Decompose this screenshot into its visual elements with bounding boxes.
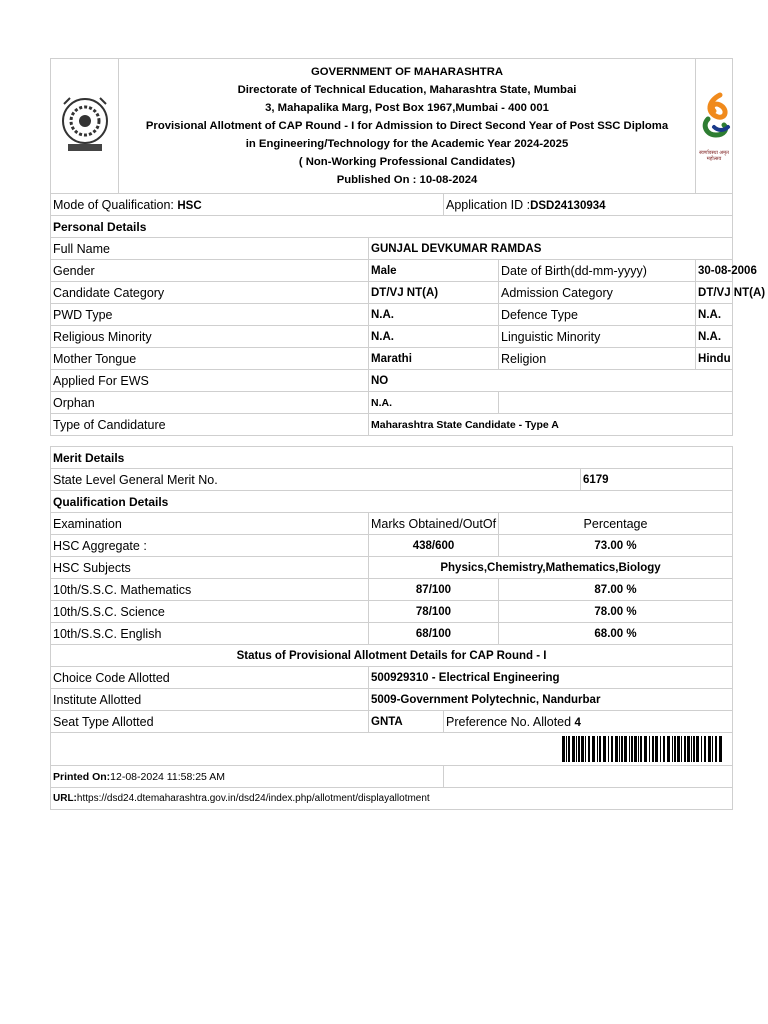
barcode [51,734,732,764]
govt-title: GOVERNMENT OF MAHARASHTRA [310,66,504,78]
minority-row [51,326,733,348]
hsc-subjects-value: Physics,Chemistry,Mathematics,Biology [369,557,733,579]
directorate-address: 3, Mahapalika Marg, Post Box 1967,Mumbai - 400 001 [265,102,549,114]
seat-type-row [51,711,733,733]
religion-label: Religion [499,348,696,370]
dte-emblem-icon [56,94,114,156]
candidate-type: ( Non-Working Professional Candidates) [298,156,516,168]
table-row [51,535,733,557]
table-row [51,601,733,623]
exam-name: 10th/S.S.C. Mathematics [51,579,369,601]
academic-year: in Engineering/Technology for the Academic Year 2024-2025 [245,138,569,150]
religion-value: Hindu [696,348,733,370]
application-cell [444,194,733,216]
merit-details-title: Merit Details [51,447,733,469]
gender-row [51,260,733,282]
printed-label: Printed On: [53,770,111,783]
gender-value: Male [369,260,499,282]
col-percentage: Percentage [499,513,733,535]
category-row [51,282,733,304]
full-name-value: GUNJAL DEVKUMAR RAMDAS [369,238,733,260]
preference-label: Preference No. Alloted [446,714,575,729]
qualification-details-title: Qualification Details [51,491,733,513]
state-merit-value: 6179 [581,469,733,491]
pwd-label: PWD Type [51,304,369,326]
linguistic-minority-value: N.A. [696,326,733,348]
exam-name: 10th/S.S.C. Science [51,601,369,623]
exam-percentage: 68.00 % [499,623,733,645]
defence-value: N.A. [696,304,733,326]
orphan-value: N.A. [369,392,499,414]
exam-marks: 68/100 [369,623,499,645]
mode-label: Mode of Qualification: [53,197,178,212]
merit-row [51,469,733,491]
religious-minority-value: N.A. [369,326,499,348]
orphan-label: Orphan [51,392,369,414]
col-examination: Examination [51,513,369,535]
mode-cell [51,194,444,216]
hsc-subjects-label: HSC Subjects [51,557,369,579]
printed-row [51,766,733,788]
institute-row [51,689,733,711]
candidature-row [51,414,733,436]
exam-percentage: 87.00 % [499,579,733,601]
amrit-caption: स्वर्णावस्था अमृत महोत्सव [699,149,729,162]
mode-row [51,194,733,216]
allotment-status-title: Status of Provisional Allotment Details for CAP Round - I [51,645,733,667]
exam-marks: 78/100 [369,601,499,623]
exam-percentage: 73.00 % [499,535,733,557]
state-merit-label: State Level General Merit No. [51,469,581,491]
seat-type-value: GNTA [369,711,444,733]
full-name-label: Full Name [51,238,369,260]
published-date: Published On : 10-08-2024 [336,174,478,186]
url-row [51,788,733,810]
institute-value: 5009-Government Polytechnic, Nandurbar [369,689,733,711]
dob-value: 30-08-2006 [696,260,733,282]
choice-code-row [51,667,733,689]
candidature-label: Type of Candidature [51,414,369,436]
candidate-category-value: DT/VJ NT(A) [369,282,499,304]
header-text [119,59,696,194]
dte-emblem-cell [51,59,119,194]
admission-category-label: Admission Category [499,282,696,304]
gender-label: Gender [51,260,369,282]
table-row [51,623,733,645]
ews-value: NO [369,370,733,392]
amrit-mahotsav-logo-icon [698,91,733,147]
orphan-row [51,392,733,414]
allotment-title: Provisional Allotment of CAP Round - I for Admission to Direct Second Year of Post SSC Diploma [145,120,669,132]
personal-details-title: Personal Details [51,216,733,238]
col-marks: Marks Obtained/OutOf [369,513,499,535]
ews-label: Applied For EWS [51,370,369,392]
pwd-value: N.A. [369,304,499,326]
url-label: URL: [53,793,77,804]
printed-empty [444,766,733,788]
hsc-subjects-row [51,557,733,579]
application-value: DSD24130934 [530,199,606,212]
exam-name: 10th/S.S.C. English [51,623,369,645]
barcode-cell [51,733,733,766]
choice-code-value: 500929310 - Electrical Engineering [369,667,733,689]
full-name-row [51,238,733,260]
exam-marks: 87/100 [369,579,499,601]
dob-label: Date of Birth(dd-mm-yyyy) [499,260,696,282]
header-row [51,59,733,194]
linguistic-minority-label: Linguistic Minority [499,326,696,348]
exam-percentage: 78.00 % [499,601,733,623]
orphan-empty [499,392,733,414]
barcode-icon [562,736,722,762]
preference-value: 4 [574,716,581,729]
preference-cell [444,711,733,733]
seat-type-label: Seat Type Allotted [51,711,369,733]
printed-value: 12-08-2024 11:58:25 AM [110,770,225,783]
allotment-letter [50,58,766,810]
qualification-header-row [51,513,733,535]
url-cell [51,788,733,810]
spacer [51,436,733,447]
candidate-category-label: Candidate Category [51,282,369,304]
url-value: https://dsd24.dtemaharashtra.gov.in/dsd24/index.php/allotment/displayallotment [76,793,430,804]
barcode-row [51,733,733,766]
pwd-row [51,304,733,326]
ews-row [51,370,733,392]
printed-cell [51,766,444,788]
tongue-row [51,348,733,370]
directorate-name: Directorate of Technical Education, Maharashtra State, Mumbai [237,84,577,96]
amrit-logo-cell [696,59,733,194]
institute-label: Institute Allotted [51,689,369,711]
mother-tongue-label: Mother Tongue [51,348,369,370]
application-label: Application ID : [446,197,531,212]
mode-value: HSC [177,199,202,212]
choice-code-label: Choice Code Allotted [51,667,369,689]
exam-name: HSC Aggregate : [51,535,369,557]
allotment-table [50,58,766,810]
table-row [51,579,733,601]
candidature-value: Maharashtra State Candidate - Type A [369,414,733,436]
defence-label: Defence Type [499,304,696,326]
mother-tongue-value: Marathi [369,348,499,370]
religious-minority-label: Religious Minority [51,326,369,348]
exam-marks: 438/600 [369,535,499,557]
admission-category-value: DT/VJ NT(A) [696,282,733,304]
